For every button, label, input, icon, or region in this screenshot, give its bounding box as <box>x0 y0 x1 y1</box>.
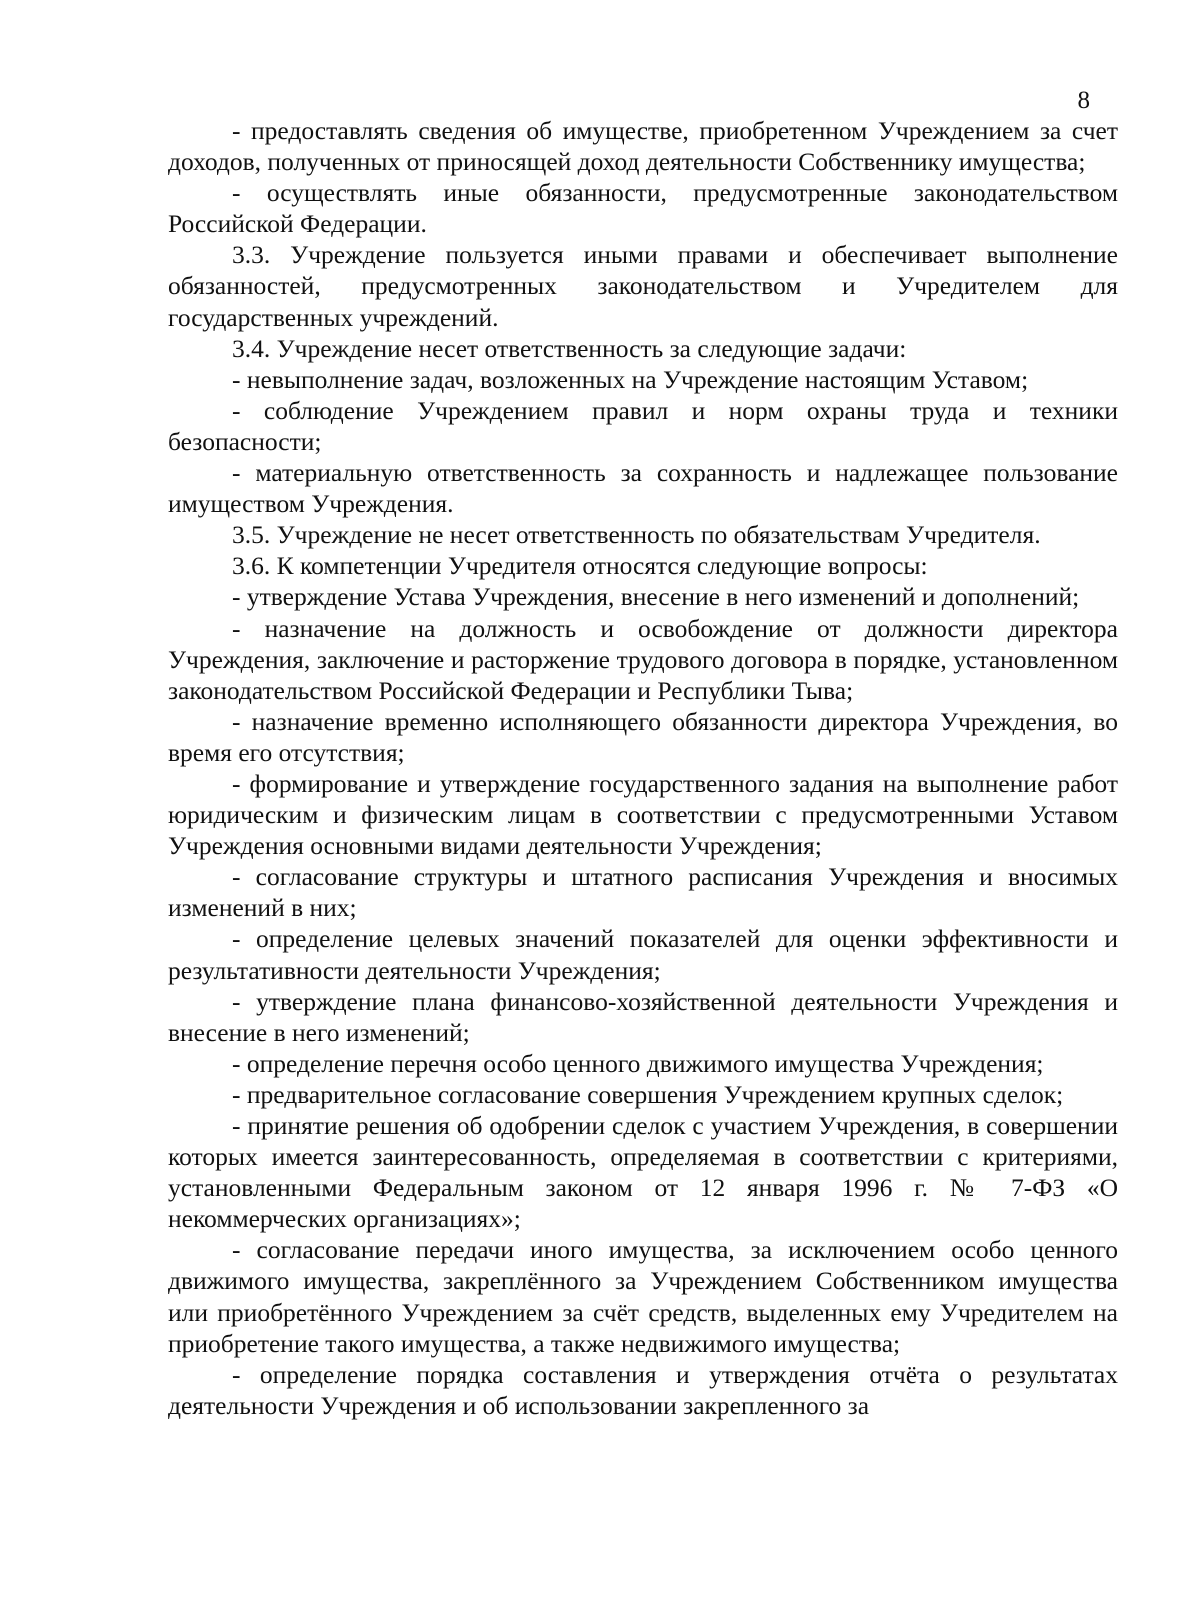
paragraph: - назначение временно исполняющего обязанности директора Учреждения, во время его отсутствия; <box>168 706 1118 767</box>
paragraph: - утверждение плана финансово-хозяйственной деятельности Учреждения и внесение в него изменений; <box>168 986 1118 1047</box>
paragraph: - определение целевых значений показателей для оценки эффективности и результативности деятельности Учреждения; <box>168 924 1118 985</box>
document-body <box>168 115 1118 1421</box>
paragraph: - принятие решения об одобрении сделок с участием Учреждения, в совершении которых имеется заинтересованность, определяемая в соответствии с критериями, установленными Федеральным законом от 12 января 1996 г. № 7-ФЗ «О некоммерческих организациях»; <box>168 1111 1118 1234</box>
page-number: 8 <box>1077 87 1090 114</box>
paragraph: - формирование и утверждение государственного задания на выполнение работ юридическим и физическим лицам в соответствии с предусмотренными Уставом Учреждения основными видами деятельности Учреждения; <box>168 768 1118 861</box>
paragraph: - материальную ответственность за сохранность и надлежащее пользование имуществом Учреждения. <box>168 458 1118 519</box>
paragraph: - невыполнение задач, возложенных на Учреждение настоящим Уставом; <box>232 364 1029 394</box>
paragraph: - утверждение Устава Учреждения, внесение в него изменений и дополнений; <box>232 582 1080 612</box>
paragraph: 3.5. Учреждение не несет ответственность по обязательствам Учредителя. <box>232 520 1041 550</box>
paragraph: - согласование структуры и штатного расписания Учреждения и вносимых изменений в них; <box>168 862 1118 923</box>
paragraph: - осуществлять иные обязанности, предусмотренные законодательством Российской Федерации. <box>168 178 1118 239</box>
paragraph: - определение перечня особо ценного движимого имущества Учреждения; <box>232 1048 1044 1078</box>
paragraph: 3.4. Учреждение несет ответственность за следующие задачи: <box>232 333 907 363</box>
paragraph: 3.3. Учреждение пользуется иными правами и обеспечивает выполнение обязанностей, предусмотренных законодательством и Учредителем для государственных учреждений. <box>168 240 1118 332</box>
paragraph: - назначение на должность и освобождение от должности директора Учреждения, заключение и расторжение трудового договора в порядке, установленном законодательством Российской Федерации и Республики Тыва; <box>168 613 1118 705</box>
paragraph: - предварительное согласование совершения Учреждением крупных сделок; <box>232 1079 1064 1109</box>
paragraph: - определение порядка составления и утверждения отчёта о результатах деятельности Учреждения и об использовании закрепленного за <box>168 1359 1118 1420</box>
paragraph: - соблюдение Учреждением правил и норм охраны труда и техники безопасности; <box>168 395 1118 456</box>
paragraph: - предоставлять сведения об имуществе, приобретенном Учреждением за счет доходов, полученных от приносящей доход деятельности Собственнику имущества; <box>168 116 1118 177</box>
paragraph: - согласование передачи иного имущества, за исключением особо ценного движимого имущества, закреплённого за Учреждением Собственником имущества или приобретённого Учреждением за счёт средств, выделенных ему Учредителем на приобретение такого имущества, а также недвижимого имущества; <box>168 1235 1118 1358</box>
paragraph: 3.6. К компетенции Учредителя относятся следующие вопросы: <box>232 551 928 581</box>
